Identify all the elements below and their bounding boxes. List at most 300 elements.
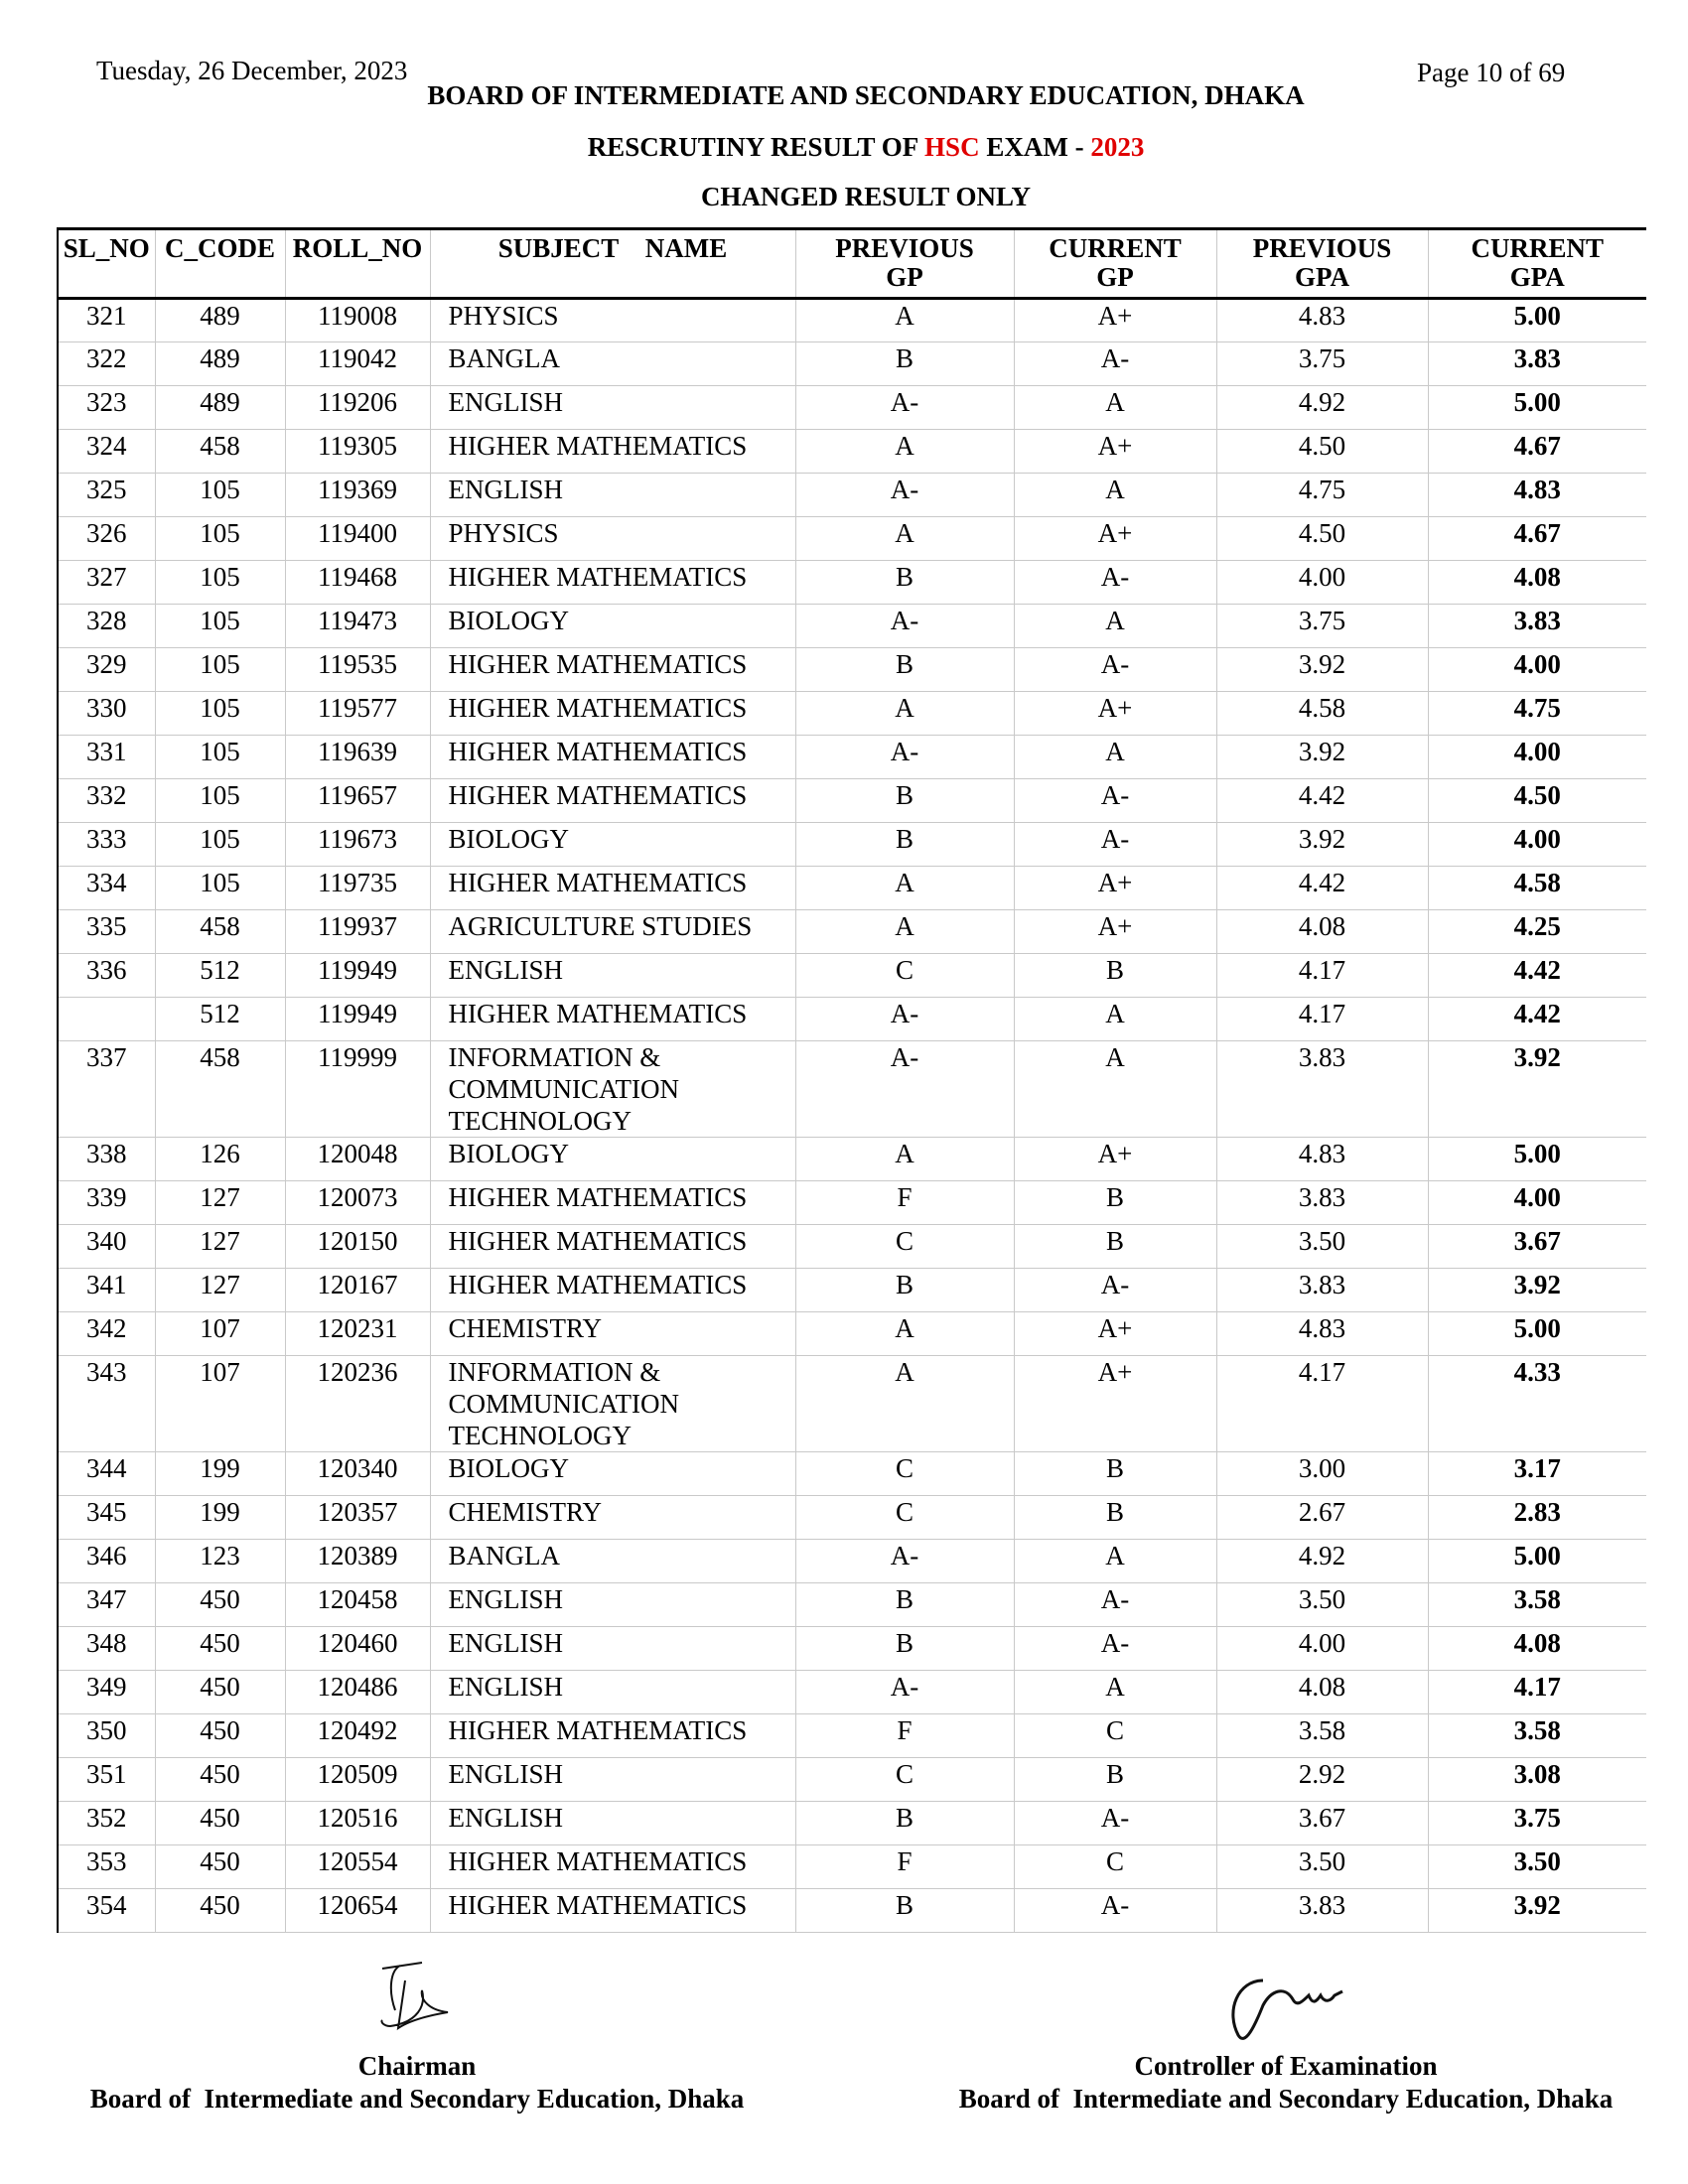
cell-previous-gp: A [795, 867, 1014, 910]
cell-previous-gpa: 3.92 [1216, 823, 1428, 867]
cell-previous-gpa: 3.50 [1216, 1225, 1428, 1269]
table-row [58, 561, 1646, 605]
cell-roll-no: 119473 [285, 605, 430, 648]
table-row [58, 1671, 1646, 1714]
cell-c-code: 126 [155, 1138, 285, 1181]
cell-previous-gpa: 3.83 [1216, 1181, 1428, 1225]
table-row [58, 823, 1646, 867]
cell-sl-no: 349 [58, 1671, 155, 1714]
header-line: CURRENT [1471, 233, 1604, 263]
cell-current-gp: A [1014, 998, 1216, 1041]
table-row [58, 1583, 1646, 1627]
cell-current-gpa: 3.92 [1428, 1269, 1646, 1312]
cell-subject [430, 779, 795, 823]
cell-roll-no: 120340 [285, 1452, 430, 1496]
cell-roll-no: 120048 [285, 1138, 430, 1181]
cell-subject [430, 998, 795, 1041]
subject-line: CHEMISTRY [448, 1313, 603, 1343]
cell-c-code: 105 [155, 605, 285, 648]
cell-previous-gp: A [795, 299, 1014, 342]
cell-roll-no: 119369 [285, 474, 430, 517]
cell-current-gp: C [1014, 1845, 1216, 1889]
chairman-block [60, 2050, 774, 2116]
report-date: Tuesday, 26 December, 2023 [96, 56, 408, 85]
cell-subject [430, 1845, 795, 1889]
header-line: GPA [1295, 262, 1349, 292]
cell-sl-no: 341 [58, 1269, 155, 1312]
cell-current-gp: A- [1014, 1802, 1216, 1845]
cell-current-gpa: 3.83 [1428, 605, 1646, 648]
cell-sl-no: 353 [58, 1845, 155, 1889]
cell-previous-gpa: 4.17 [1216, 998, 1428, 1041]
cell-subject [430, 1496, 795, 1540]
cell-subject [430, 954, 795, 998]
subject-line: PHYSICS [448, 518, 559, 548]
cell-c-code: 105 [155, 648, 285, 692]
table-row [58, 1889, 1646, 1933]
result-mid: EXAM - [979, 132, 1091, 162]
cell-previous-gp: A [795, 910, 1014, 954]
cell-roll-no: 120236 [285, 1356, 430, 1452]
subject-line: COMMUNICATION [448, 1389, 680, 1419]
cell-current-gp: A+ [1014, 910, 1216, 954]
col-header-c-code: C_CODE [155, 229, 285, 299]
cell-roll-no: 119008 [285, 299, 430, 342]
cell-subject [430, 1138, 795, 1181]
subject-line: HIGHER MATHEMATICS [448, 1890, 748, 1920]
cell-sl-no: 322 [58, 342, 155, 386]
cell-c-code: 450 [155, 1583, 285, 1627]
exam-name: HSC [924, 132, 980, 162]
cell-c-code: 199 [155, 1452, 285, 1496]
cell-sl-no: 340 [58, 1225, 155, 1269]
table-header-row [58, 229, 1646, 299]
cell-current-gpa: 3.50 [1428, 1845, 1646, 1889]
cell-current-gpa: 3.67 [1428, 1225, 1646, 1269]
cell-roll-no: 119206 [285, 386, 430, 430]
controller-block [928, 2050, 1643, 2116]
cell-previous-gp: A [795, 517, 1014, 561]
header-line: GP [1096, 262, 1134, 292]
subject-line: PHYSICS [448, 301, 559, 331]
subtitle: CHANGED RESULT ONLY [700, 182, 1032, 211]
cell-sl-no: 354 [58, 1889, 155, 1933]
cell-current-gpa: 4.00 [1428, 648, 1646, 692]
table-row [58, 1714, 1646, 1758]
cell-sl-no: 343 [58, 1356, 155, 1452]
cell-c-code: 107 [155, 1312, 285, 1356]
cell-previous-gp: B [795, 1802, 1014, 1845]
table-row [58, 342, 1646, 386]
subject-line: HIGHER MATHEMATICS [448, 1226, 748, 1256]
cell-subject [430, 299, 795, 342]
cell-sl-no: 338 [58, 1138, 155, 1181]
cell-sl-no: 348 [58, 1627, 155, 1671]
cell-current-gpa: 3.17 [1428, 1452, 1646, 1496]
table-row [58, 1627, 1646, 1671]
cell-c-code: 105 [155, 823, 285, 867]
table-row [58, 386, 1646, 430]
cell-current-gpa: 4.42 [1428, 954, 1646, 998]
cell-current-gp: B [1014, 1452, 1216, 1496]
cell-current-gp: A+ [1014, 692, 1216, 736]
cell-c-code: 105 [155, 736, 285, 779]
cell-subject [430, 1356, 795, 1452]
cell-c-code: 127 [155, 1225, 285, 1269]
cell-previous-gp: C [795, 1496, 1014, 1540]
cell-subject [430, 1312, 795, 1356]
cell-previous-gp: A [795, 1312, 1014, 1356]
header-line: GPA [1509, 262, 1565, 292]
cell-current-gp: B [1014, 1225, 1216, 1269]
cell-current-gp: A- [1014, 1627, 1216, 1671]
col-header-previous-gpa [1216, 229, 1428, 299]
col-header-roll-no: ROLL_NO [285, 229, 430, 299]
cell-roll-no: 119577 [285, 692, 430, 736]
table-row [58, 1138, 1646, 1181]
cell-c-code: 450 [155, 1889, 285, 1933]
subject-line: ENGLISH [448, 1759, 563, 1789]
cell-roll-no: 120516 [285, 1802, 430, 1845]
cell-roll-no: 120509 [285, 1758, 430, 1802]
cell-subject [430, 342, 795, 386]
col-header-subject-name: SUBJECT NAME [430, 229, 795, 299]
cell-current-gp: A [1014, 386, 1216, 430]
table-row [58, 517, 1646, 561]
cell-c-code: 450 [155, 1845, 285, 1889]
subject-line: ENGLISH [448, 1672, 563, 1702]
cell-roll-no: 119657 [285, 779, 430, 823]
subject-line: ENGLISH [448, 387, 563, 417]
cell-subject [430, 736, 795, 779]
cell-subject [430, 867, 795, 910]
cell-roll-no: 119673 [285, 823, 430, 867]
cell-previous-gpa: 4.83 [1216, 1138, 1428, 1181]
cell-previous-gp: A [795, 430, 1014, 474]
cell-previous-gp: B [795, 1627, 1014, 1671]
subject-line: HIGHER MATHEMATICS [448, 1715, 748, 1745]
cell-roll-no: 119400 [285, 517, 430, 561]
cell-sl-no: 325 [58, 474, 155, 517]
cell-current-gp: A [1014, 1041, 1216, 1138]
table-row [58, 474, 1646, 517]
cell-roll-no: 120231 [285, 1312, 430, 1356]
cell-sl-no: 326 [58, 517, 155, 561]
cell-previous-gpa: 4.17 [1216, 1356, 1428, 1452]
subject-line: ENGLISH [448, 475, 563, 504]
cell-current-gpa: 5.00 [1428, 386, 1646, 430]
cell-subject [430, 1627, 795, 1671]
subject-line: TECHNOLOGY [448, 1106, 632, 1136]
controller-org: Board of Intermediate and Secondary Education, Dhaka [958, 2084, 1614, 2114]
table-row [58, 299, 1646, 342]
cell-previous-gpa: 3.75 [1216, 605, 1428, 648]
cell-previous-gp: A- [795, 605, 1014, 648]
cell-subject [430, 910, 795, 954]
controller-signature [1223, 1966, 1372, 2055]
cell-previous-gp: C [795, 1758, 1014, 1802]
table-row [58, 1845, 1646, 1889]
cell-current-gp: A [1014, 605, 1216, 648]
cell-current-gp: A- [1014, 561, 1216, 605]
table-row [58, 1312, 1646, 1356]
cell-subject [430, 1540, 795, 1583]
cell-subject [430, 1758, 795, 1802]
cell-sl-no: 342 [58, 1312, 155, 1356]
cell-sl-no: 345 [58, 1496, 155, 1540]
col-header-sl-no: SL_NO [58, 229, 155, 299]
cell-roll-no: 119735 [285, 867, 430, 910]
cell-roll-no: 119042 [285, 342, 430, 386]
cell-subject [430, 1181, 795, 1225]
subject-line: INFORMATION & [448, 1042, 661, 1072]
header-line: PREVIOUS [835, 233, 974, 263]
cell-current-gp: A- [1014, 648, 1216, 692]
cell-current-gpa: 4.50 [1428, 779, 1646, 823]
table-row [58, 1758, 1646, 1802]
cell-sl-no: 328 [58, 605, 155, 648]
subject-line: HIGHER MATHEMATICS [448, 868, 748, 897]
cell-roll-no: 119949 [285, 954, 430, 998]
subject-line: HIGHER MATHEMATICS [448, 562, 748, 592]
cell-sl-no: 346 [58, 1540, 155, 1583]
cell-c-code: 450 [155, 1758, 285, 1802]
cell-current-gpa: 3.92 [1428, 1889, 1646, 1933]
cell-previous-gpa: 3.83 [1216, 1041, 1428, 1138]
cell-current-gpa: 4.33 [1428, 1356, 1646, 1452]
subject-line: HIGHER MATHEMATICS [448, 649, 748, 679]
cell-sl-no: 329 [58, 648, 155, 692]
chairman-title: Chairman [357, 2051, 477, 2081]
cell-previous-gp: A- [795, 474, 1014, 517]
cell-roll-no: 120654 [285, 1889, 430, 1933]
cell-subject [430, 517, 795, 561]
cell-current-gpa: 3.92 [1428, 1041, 1646, 1138]
cell-subject [430, 1802, 795, 1845]
cell-roll-no: 119305 [285, 430, 430, 474]
cell-current-gp: A- [1014, 1889, 1216, 1933]
cell-roll-no: 120554 [285, 1845, 430, 1889]
cell-roll-no: 120486 [285, 1671, 430, 1714]
cell-current-gpa: 3.58 [1428, 1583, 1646, 1627]
cell-subject [430, 692, 795, 736]
cell-previous-gpa: 2.92 [1216, 1758, 1428, 1802]
cell-sl-no: 336 [58, 954, 155, 998]
cell-subject [430, 648, 795, 692]
cell-current-gpa: 3.83 [1428, 342, 1646, 386]
cell-roll-no: 119949 [285, 998, 430, 1041]
cell-c-code: 450 [155, 1802, 285, 1845]
controller-title: Controller of Examination [1134, 2051, 1438, 2081]
cell-previous-gp: A [795, 1356, 1014, 1452]
cell-current-gpa: 4.00 [1428, 1181, 1646, 1225]
cell-current-gpa: 4.67 [1428, 517, 1646, 561]
cell-current-gpa: 3.58 [1428, 1714, 1646, 1758]
table-row [58, 779, 1646, 823]
cell-current-gpa: 2.83 [1428, 1496, 1646, 1540]
cell-roll-no: 120460 [285, 1627, 430, 1671]
cell-current-gpa: 4.25 [1428, 910, 1646, 954]
cell-previous-gp: C [795, 954, 1014, 998]
subject-line: BANGLA [448, 1541, 560, 1570]
cell-sl-no: 352 [58, 1802, 155, 1845]
subject-line: AGRICULTURE STUDIES [448, 911, 753, 941]
cell-current-gp: A- [1014, 342, 1216, 386]
cell-previous-gp: F [795, 1845, 1014, 1889]
cell-c-code: 127 [155, 1269, 285, 1312]
cell-subject [430, 1889, 795, 1933]
subject-line: BIOLOGY [448, 1139, 569, 1168]
cell-c-code: 489 [155, 342, 285, 386]
cell-previous-gp: A- [795, 1671, 1014, 1714]
cell-subject [430, 1671, 795, 1714]
table-row [58, 998, 1646, 1041]
subject-line: ENGLISH [448, 1584, 563, 1614]
cell-roll-no: 119639 [285, 736, 430, 779]
cell-previous-gp: B [795, 823, 1014, 867]
subject-line: BIOLOGY [448, 1453, 569, 1483]
cell-sl-no: 330 [58, 692, 155, 736]
table-row [58, 910, 1646, 954]
cell-subject [430, 430, 795, 474]
cell-previous-gpa: 2.67 [1216, 1496, 1428, 1540]
cell-current-gp: A [1014, 736, 1216, 779]
cell-previous-gpa: 4.00 [1216, 1627, 1428, 1671]
cell-previous-gpa: 4.50 [1216, 517, 1428, 561]
cell-previous-gp: A- [795, 998, 1014, 1041]
subject-line: COMMUNICATION [448, 1074, 680, 1104]
cell-roll-no: 120492 [285, 1714, 430, 1758]
exam-year: 2023 [1090, 132, 1145, 162]
cell-sl-no: 335 [58, 910, 155, 954]
cell-c-code: 458 [155, 430, 285, 474]
cell-previous-gp: F [795, 1714, 1014, 1758]
table-row [58, 1540, 1646, 1583]
subject-line: HIGHER MATHEMATICS [448, 737, 748, 766]
subject-line: ENGLISH [448, 1628, 563, 1658]
cell-c-code: 123 [155, 1540, 285, 1583]
cell-current-gp: A- [1014, 1583, 1216, 1627]
cell-sl-no: 323 [58, 386, 155, 430]
cell-previous-gp: A- [795, 1041, 1014, 1138]
results-table [57, 227, 1646, 1933]
cell-c-code: 127 [155, 1181, 285, 1225]
cell-current-gpa: 4.00 [1428, 736, 1646, 779]
cell-previous-gpa: 3.75 [1216, 342, 1428, 386]
subject-line: BIOLOGY [448, 606, 569, 635]
cell-previous-gp: B [795, 1889, 1014, 1933]
cell-sl-no: 334 [58, 867, 155, 910]
results-table-container [57, 227, 1645, 1933]
table-row [58, 430, 1646, 474]
page-number: Page 10 of 69 [1417, 58, 1566, 87]
cell-previous-gpa: 4.08 [1216, 1671, 1428, 1714]
table-row [58, 1225, 1646, 1269]
cell-previous-gpa: 3.92 [1216, 736, 1428, 779]
cell-c-code: 107 [155, 1356, 285, 1452]
table-row [58, 1269, 1646, 1312]
cell-previous-gp: B [795, 342, 1014, 386]
subject-line: INFORMATION & [448, 1357, 661, 1387]
table-row [58, 867, 1646, 910]
cell-previous-gp: A [795, 692, 1014, 736]
cell-previous-gp: C [795, 1225, 1014, 1269]
cell-sl-no: 351 [58, 1758, 155, 1802]
cell-current-gpa: 4.75 [1428, 692, 1646, 736]
cell-current-gpa: 5.00 [1428, 1312, 1646, 1356]
cell-current-gp: A- [1014, 1269, 1216, 1312]
cell-current-gp: A+ [1014, 299, 1216, 342]
cell-current-gpa: 5.00 [1428, 1540, 1646, 1583]
subject-line: HIGHER MATHEMATICS [448, 780, 748, 810]
col-header-current-gp [1014, 229, 1216, 299]
cell-c-code: 512 [155, 998, 285, 1041]
cell-sl-no: 347 [58, 1583, 155, 1627]
cell-roll-no: 119535 [285, 648, 430, 692]
result-prefix: RESCRUTINY RESULT OF [587, 132, 925, 162]
cell-current-gp: A+ [1014, 867, 1216, 910]
cell-c-code: 458 [155, 1041, 285, 1138]
table-row [58, 1356, 1646, 1452]
cell-current-gpa: 4.08 [1428, 1627, 1646, 1671]
table-row [58, 648, 1646, 692]
cell-sl-no: 339 [58, 1181, 155, 1225]
table-row [58, 1041, 1646, 1138]
cell-subject [430, 1583, 795, 1627]
cell-sl-no [58, 998, 155, 1041]
cell-current-gp: A [1014, 1671, 1216, 1714]
table-row [58, 692, 1646, 736]
cell-roll-no: 120167 [285, 1269, 430, 1312]
table-row [58, 954, 1646, 998]
cell-previous-gp: B [795, 1269, 1014, 1312]
cell-current-gpa: 4.67 [1428, 430, 1646, 474]
cell-current-gpa: 4.42 [1428, 998, 1646, 1041]
cell-subject [430, 474, 795, 517]
cell-c-code: 489 [155, 299, 285, 342]
subject-line: HIGHER MATHEMATICS [448, 1182, 748, 1212]
cell-subject [430, 823, 795, 867]
cell-subject [430, 1041, 795, 1138]
cell-previous-gpa: 4.42 [1216, 867, 1428, 910]
cell-subject [430, 386, 795, 430]
cell-previous-gpa: 3.50 [1216, 1845, 1428, 1889]
header-line: PREVIOUS [1252, 233, 1392, 263]
cell-previous-gp: A- [795, 386, 1014, 430]
cell-previous-gp: B [795, 779, 1014, 823]
cell-roll-no: 120073 [285, 1181, 430, 1225]
table-row [58, 1452, 1646, 1496]
cell-current-gp: A+ [1014, 1312, 1216, 1356]
cell-c-code: 105 [155, 779, 285, 823]
cell-c-code: 105 [155, 867, 285, 910]
subject-line: HIGHER MATHEMATICS [448, 431, 748, 461]
cell-sl-no: 333 [58, 823, 155, 867]
cell-c-code: 489 [155, 386, 285, 430]
cell-previous-gpa: 4.08 [1216, 910, 1428, 954]
cell-current-gp: B [1014, 1496, 1216, 1540]
cell-previous-gpa: 4.92 [1216, 1540, 1428, 1583]
cell-sl-no: 324 [58, 430, 155, 474]
cell-current-gp: B [1014, 954, 1216, 998]
cell-current-gp: A+ [1014, 1356, 1216, 1452]
table-row [58, 605, 1646, 648]
header-line: CURRENT [1049, 233, 1182, 263]
cell-previous-gp: A [795, 1138, 1014, 1181]
cell-sl-no: 321 [58, 299, 155, 342]
cell-current-gp: A- [1014, 779, 1216, 823]
header-line: GP [886, 262, 923, 292]
